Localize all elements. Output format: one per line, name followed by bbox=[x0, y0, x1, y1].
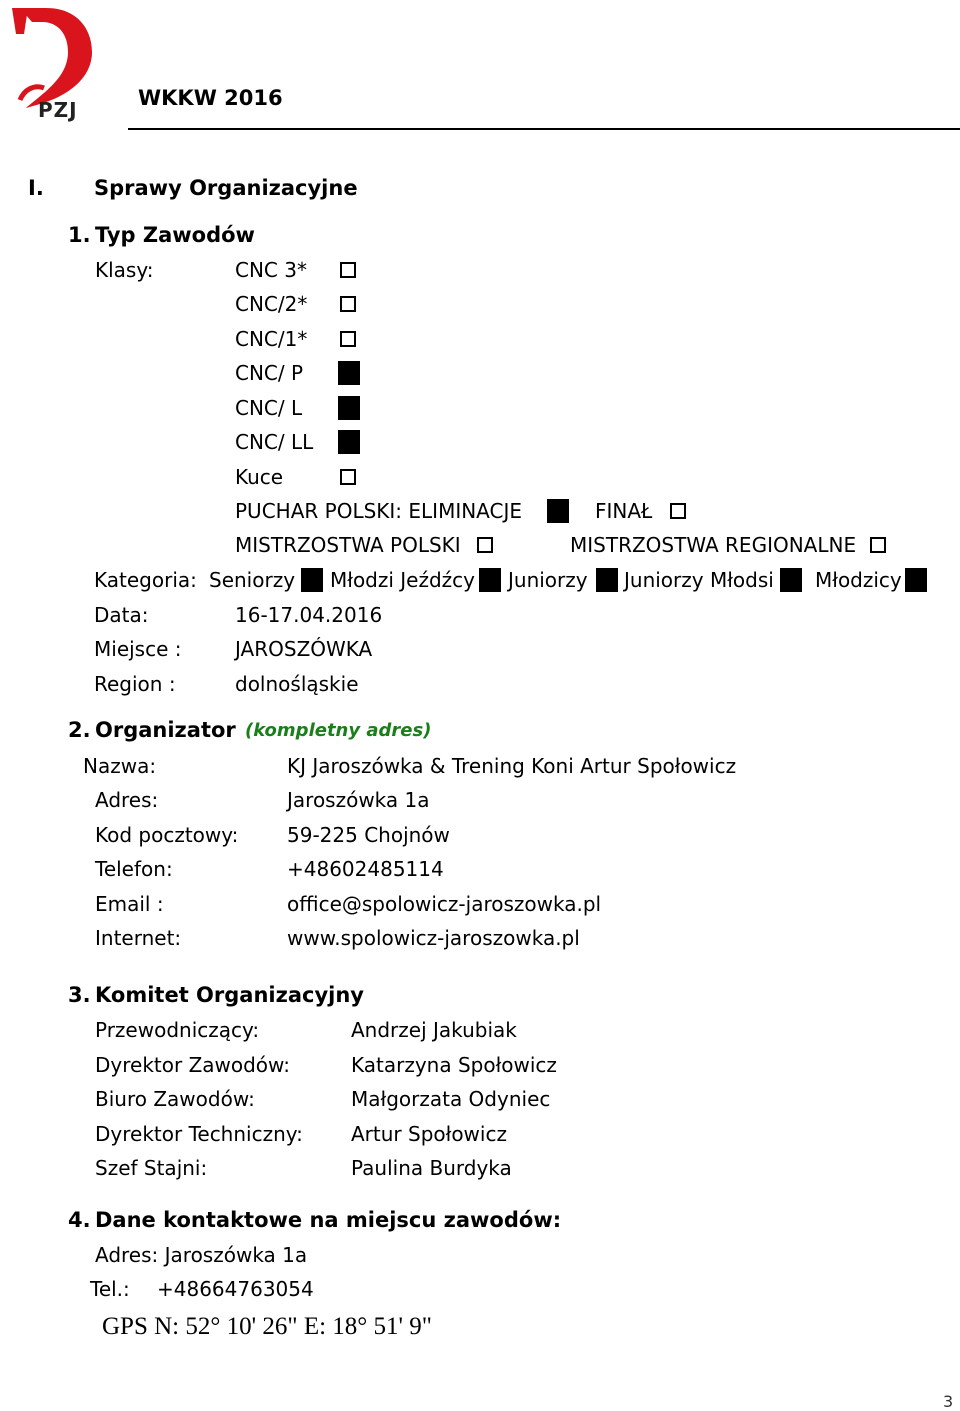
kom-label-dyrektor: Dyrektor Zawodów: bbox=[95, 1053, 291, 1077]
org-label-internet: Internet: bbox=[95, 926, 182, 950]
category-checkbox-checked[interactable] bbox=[301, 568, 323, 592]
mr-checkbox[interactable] bbox=[870, 537, 886, 553]
class-label: CNC 3* bbox=[235, 258, 307, 282]
org-value-email[interactable]: office@spolowicz-jaroszowka.pl bbox=[287, 892, 602, 916]
org-value-internet[interactable]: www.spolowicz-jaroszowka.pl bbox=[287, 926, 580, 950]
kom-label-techniczny: Dyrektor Techniczny: bbox=[95, 1122, 303, 1146]
kom-value-techniczny: Artur Społowicz bbox=[351, 1122, 507, 1146]
data-label: Data: bbox=[94, 603, 149, 627]
class-checkbox[interactable] bbox=[340, 262, 356, 278]
org-value-nazwa: KJ Jaroszówka & Trening Koni Artur Społowicz bbox=[287, 754, 737, 778]
kontakt-tel-label: Tel.: bbox=[90, 1277, 130, 1301]
kom-value-przewodniczacy: Andrzej Jakubiak bbox=[351, 1018, 517, 1042]
class-label: CNC/1* bbox=[235, 327, 308, 351]
class-checkbox-checked[interactable] bbox=[338, 430, 360, 454]
class-checkbox[interactable] bbox=[340, 469, 356, 485]
kategoria-label: Kategoria: bbox=[94, 568, 197, 592]
document-title: WKKW 2016 bbox=[138, 86, 283, 110]
class-checkbox-checked[interactable] bbox=[338, 361, 360, 385]
category-checkbox-checked[interactable] bbox=[596, 568, 618, 592]
class-checkbox-checked[interactable] bbox=[338, 396, 360, 420]
mr-label: MISTRZOSTWA REGIONALNE bbox=[570, 533, 857, 557]
region-label: Region : bbox=[94, 672, 176, 696]
logo-text: PZJ bbox=[38, 98, 78, 122]
kom-label-przewodniczacy: Przewodniczący: bbox=[95, 1018, 260, 1042]
header-rule bbox=[128, 128, 960, 130]
kom-value-stajnia: Paulina Burdyka bbox=[351, 1156, 512, 1180]
category-seniorzy: Seniorzy bbox=[209, 568, 296, 592]
org-value-adres: Jaroszówka 1a bbox=[287, 788, 430, 812]
subsection-3-title: Komitet Organizacyjny bbox=[95, 983, 364, 1007]
class-label: CNC/ P bbox=[235, 361, 304, 385]
category-checkbox-checked[interactable] bbox=[479, 568, 501, 592]
final-checkbox[interactable] bbox=[670, 503, 686, 519]
org-label-kod: Kod pocztowy: bbox=[95, 823, 239, 847]
org-value-kod: 59-225 Chojnów bbox=[287, 823, 450, 847]
class-checkbox[interactable] bbox=[340, 296, 356, 312]
mp-checkbox[interactable] bbox=[477, 537, 493, 553]
class-label: Kuce bbox=[235, 465, 284, 489]
klasy-label: Klasy: bbox=[95, 258, 154, 282]
kontakt-tel-value: +48664763054 bbox=[157, 1277, 314, 1301]
category-mlodzicy: Młodzicy bbox=[815, 568, 902, 592]
category-juniorzy-mlodsi: Juniorzy Młodsi bbox=[624, 568, 774, 592]
org-value-telefon: +48602485114 bbox=[287, 857, 444, 881]
miejsce-label: Miejsce : bbox=[94, 637, 182, 661]
subsection-4-num: 4. bbox=[68, 1208, 91, 1232]
page-number: 3 bbox=[943, 1392, 954, 1411]
organizator-note: (kompletny adres) bbox=[245, 720, 432, 741]
category-mlodzi-jezdzcy: Młodzi Jeźdźcy bbox=[330, 568, 476, 592]
org-label-telefon: Telefon: bbox=[95, 857, 173, 881]
subsection-4-title: Dane kontaktowe na miejscu zawodów: bbox=[95, 1208, 562, 1232]
subsection-3-num: 3. bbox=[68, 983, 91, 1007]
kom-label-stajnia: Szef Stajni: bbox=[95, 1156, 208, 1180]
mp-label: MISTRZOSTWA POLSKI bbox=[235, 533, 461, 557]
subsection-2-title: Organizator bbox=[95, 718, 236, 742]
puchar-checkbox-checked[interactable] bbox=[547, 499, 569, 523]
kom-value-biuro: Małgorzata Odyniec bbox=[351, 1087, 551, 1111]
org-label-email: Email : bbox=[95, 892, 164, 916]
puchar-label: PUCHAR POLSKI: ELIMINACJE bbox=[235, 499, 523, 523]
kom-label-biuro: Biuro Zawodów: bbox=[95, 1087, 255, 1111]
org-label-nazwa: Nazwa: bbox=[83, 754, 157, 778]
section-title: Sprawy Organizacyjne bbox=[94, 176, 358, 200]
region-value: dolnośląskie bbox=[235, 672, 359, 696]
data-value: 16-17.04.2016 bbox=[235, 603, 383, 627]
kom-value-dyrektor: Katarzyna Społowicz bbox=[351, 1053, 557, 1077]
final-label: FINAŁ bbox=[595, 499, 653, 523]
category-checkbox-checked[interactable] bbox=[905, 568, 927, 592]
category-checkbox-checked[interactable] bbox=[780, 568, 802, 592]
kontakt-gps: GPS N: 52° 10' 26" E: 18° 51' 9" bbox=[102, 1313, 432, 1340]
subsection-1-title: Typ Zawodów bbox=[95, 223, 255, 247]
kontakt-adres: Adres: Jaroszówka 1a bbox=[95, 1243, 308, 1267]
org-label-adres: Adres: bbox=[95, 788, 159, 812]
class-label: CNC/ L bbox=[235, 396, 303, 420]
class-checkbox[interactable] bbox=[340, 331, 356, 347]
subsection-2-num: 2. bbox=[68, 718, 91, 742]
class-label: CNC/ LL bbox=[235, 430, 314, 454]
class-label: CNC/2* bbox=[235, 292, 308, 316]
section-numeral: I. bbox=[28, 176, 44, 200]
subsection-1-num: 1. bbox=[68, 223, 91, 247]
miejsce-value: JAROSZÓWKA bbox=[235, 637, 373, 661]
category-juniorzy: Juniorzy bbox=[508, 568, 588, 592]
pzj-logo bbox=[6, 4, 96, 122]
